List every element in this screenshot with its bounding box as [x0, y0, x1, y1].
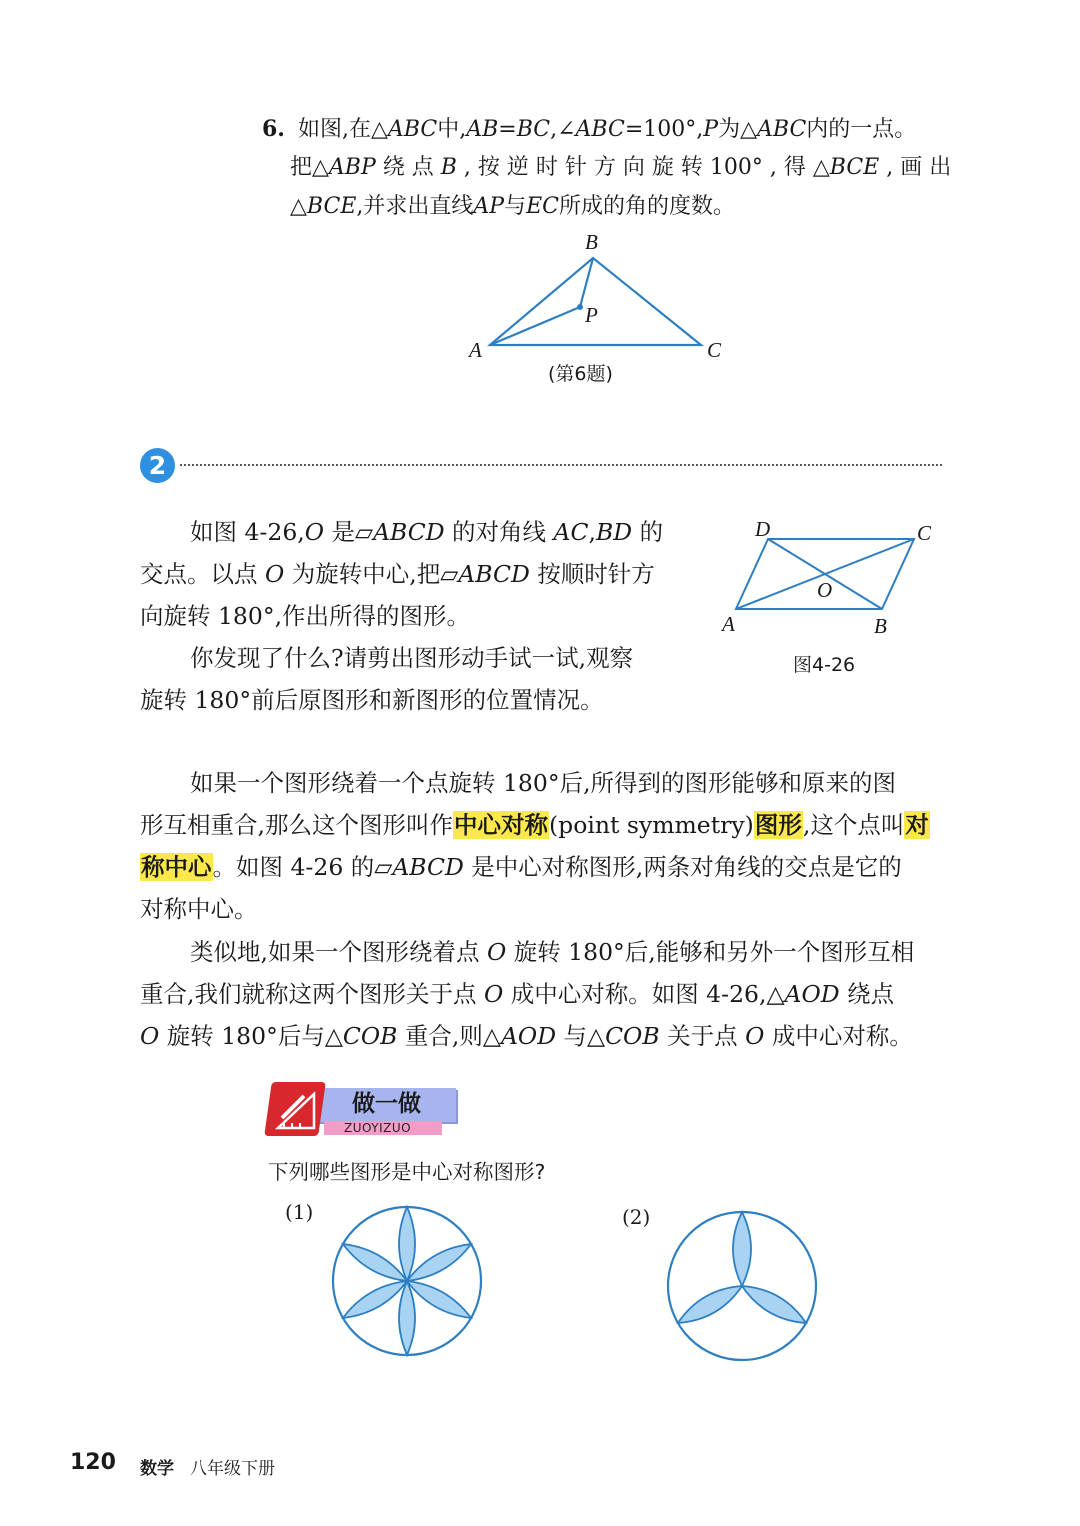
explore-line-4: 你发现了什么?请剪出图形动手试一试,观察 — [190, 644, 634, 672]
label-o: O — [817, 578, 833, 602]
label-p: P — [585, 303, 598, 327]
explore-line-5: 旋转 180°前后原图形和新图形的位置情况。 — [140, 686, 604, 714]
six-petal-figure — [330, 1204, 484, 1358]
petal — [673, 1278, 746, 1331]
explore-line-3: 向旋转 180°,作出所得的图形。 — [140, 602, 471, 630]
definition-line-7: O 旋转 180°后与△COB 重合,则△AOD 与△COB 关于点 O 成中心对称。 — [140, 1022, 913, 1050]
footer-grade: 八年级下册 — [190, 1459, 275, 1479]
definition-line-2: 形互相重合,那么这个图形叫作中心对称(point symmetry)图形,这个点叫对 — [140, 811, 929, 839]
banner-pinyin: ZUOYIZUO — [344, 1121, 412, 1135]
label-c-2: C — [917, 521, 932, 545]
ruler-pencil-icon — [274, 1088, 318, 1132]
figure-6-caption: (第6题) — [548, 363, 613, 385]
petal — [399, 1207, 415, 1281]
definition-line-6: 重合,我们就称这两个图形关于点 O 成中心对称。如图 4-26,△AOD 绕点 — [140, 980, 895, 1008]
petal — [738, 1278, 811, 1331]
problem-6-line-3: △BCE,并求出直线AP与EC所成的角的度数。 — [290, 194, 736, 219]
footer-subject: 数学 — [140, 1459, 174, 1479]
label-a: A — [469, 338, 482, 362]
term-central-symmetry: 中心对称 — [453, 811, 548, 839]
figure-1-label: (1) — [285, 1200, 314, 1224]
figure-4-26-caption: 图4-26 — [793, 654, 856, 676]
term-figure: 图形 — [754, 811, 802, 839]
petal — [733, 1212, 751, 1286]
dotted-separator — [180, 464, 942, 466]
segment-bp — [580, 258, 593, 307]
explore-line-1: 如图 4-26,O 是▱ABCD 的对角线 AC,BD 的 — [190, 518, 664, 546]
definition-line-1: 如果一个图形绕着一个点旋转 180°后,所得到的图形能够和原来的图 — [190, 769, 897, 797]
segment-ap — [490, 307, 580, 345]
figure-2-label: (2) — [622, 1205, 651, 1229]
definition-line-5: 类似地,如果一个图形绕着点 O 旋转 180°后,能够和另外一个图形互相 — [190, 938, 915, 966]
section-badge: 2 — [140, 448, 175, 483]
problem-6-line-2: 把△ABP 绕 点 B , 按 逆 时 针 方 向 旋 转 100° , 得 △BCE , 画 出 — [290, 155, 952, 180]
definition-line-4: 对称中心。 — [140, 895, 258, 923]
label-d: D — [755, 517, 771, 541]
problem-number: 6. — [262, 116, 285, 142]
term-center-part-2: 称中心 — [141, 853, 212, 881]
label-b-2: B — [874, 614, 887, 638]
parallelogram-abcd-figure — [720, 525, 930, 625]
label-c: C — [707, 338, 722, 362]
problem-6-line-1: 6. 如图,在△ABC中,AB=BC,∠ABC=100°,P为△ABC内的一点。 — [262, 116, 917, 142]
activity-question: 下列哪些图形是中心对称图形? — [268, 1160, 546, 1184]
definition-line-3: 称中心。如图 4-26 的▱ABCD 是中心对称图形,两条对角线的交点是它的 — [141, 853, 902, 881]
explore-line-2: 交点。以点 O 为旋转中心,把▱ABCD 按顺时针方 — [140, 560, 655, 588]
label-a-2: A — [722, 612, 735, 636]
activity-banner — [268, 1082, 458, 1138]
label-b: B — [585, 230, 598, 254]
term-center-part-1: 对 — [905, 811, 929, 839]
three-petal-figure — [665, 1209, 819, 1363]
banner-title: 做一做 — [352, 1091, 421, 1117]
page-number: 120 — [70, 1450, 116, 1475]
petal — [399, 1281, 415, 1355]
point-p — [577, 304, 583, 310]
